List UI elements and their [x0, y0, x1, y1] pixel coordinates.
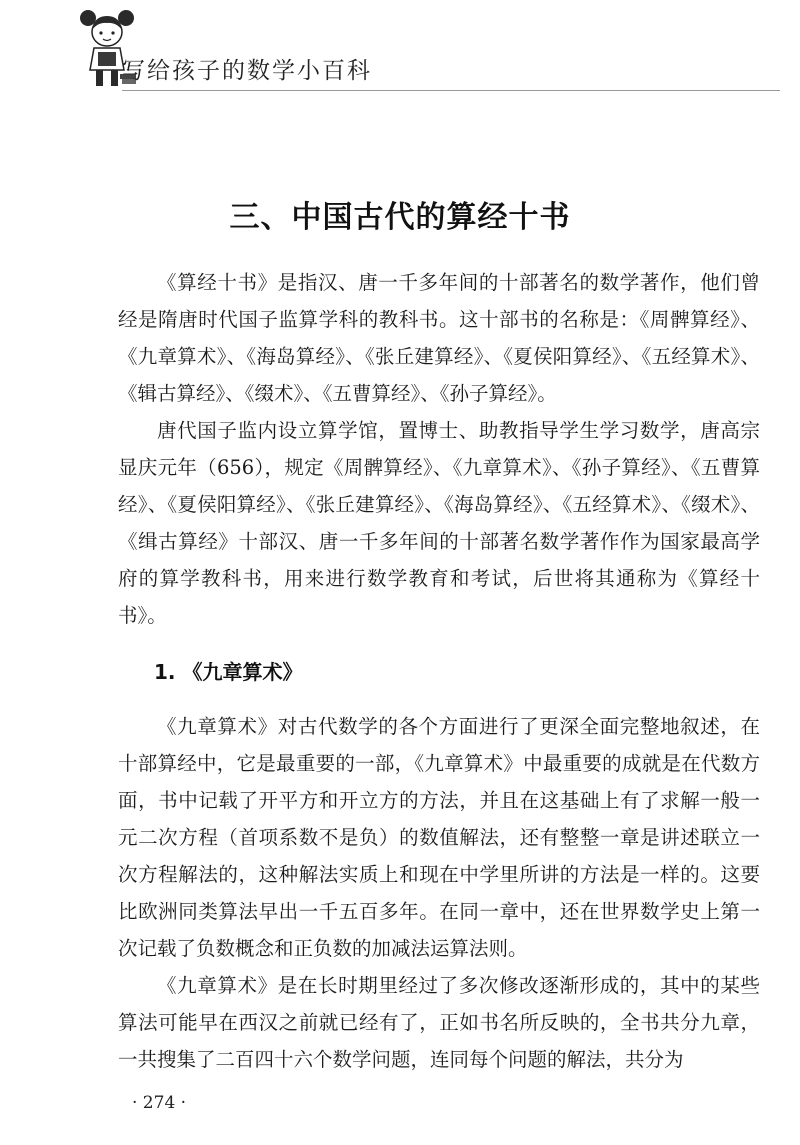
chapter-title: 三、中国古代的算经十书	[229, 200, 571, 235]
section-text	[118, 708, 760, 1078]
paragraph: 《算经十书》是指汉、唐一千多年间的十部著名的数学著作，他们曾经是隋唐时代国子监算学科的教科书。这十部书的名称是：《周髀算经》、《九章算术》、《海岛算经》、《张丘建算经》、《夏侯阳算经》、《五经算术》、《辑古算经》、《缀术》、《五曹算经》、《孙子算经》。	[118, 271, 760, 405]
paragraph: 《九章算术》是在长时期里经过了多次修改逐渐形成的，其中的某些算法可能早在西汉之前就已经有了，正如书名所反映的，全书共分九章，一共搜集了二百四十六个数学问题，连同每个问题的解法，共分为	[118, 974, 760, 1071]
section-heading: 1. 《九章算术》	[154, 660, 303, 684]
paragraph: 唐代国子监内设立算学馆，置博士、助教指导学生学习数学，唐高宗显庆元年（656），规定《周髀算经》、《九章算术》、《孙子算经》、《五曹算经》、《夏侯阳算经》、《张丘建算经》、《海岛算经》、《五经算术》、《缀术》、《缉古算经》十部汉、唐一千多年间的十部著名数学著作作为国家最高学府的算学教科书，用来进行数学教育和考试，后世将其通称为《算经十书》。	[118, 419, 760, 627]
page-header	[20, 8, 780, 98]
header-divider	[122, 90, 780, 91]
book-title: 写给孩子的数学小百科	[122, 58, 372, 84]
intro-text	[118, 264, 760, 634]
page-number: · 274 ·	[132, 1093, 187, 1113]
paragraph: 《九章算术》对古代数学的各个方面进行了更深全面完整地叙述，在十部算经中，它是最重要的一部，《九章算术》中最重要的成就是在代数方面，书中记载了开平方和开立方的方法，并且在这基础上有了求解一般一元二次方程（首项系数不是负）的数值解法，还有整整一章是讲述联立一次方程解法的，这种解法实质上和现在中学里所讲的方法是一样的。这要比欧洲同类算法早出一千五百多年。在同一章中，还在世界数学史上第一次记载了负数概念和正负数的加减法运算法则。	[118, 715, 760, 960]
